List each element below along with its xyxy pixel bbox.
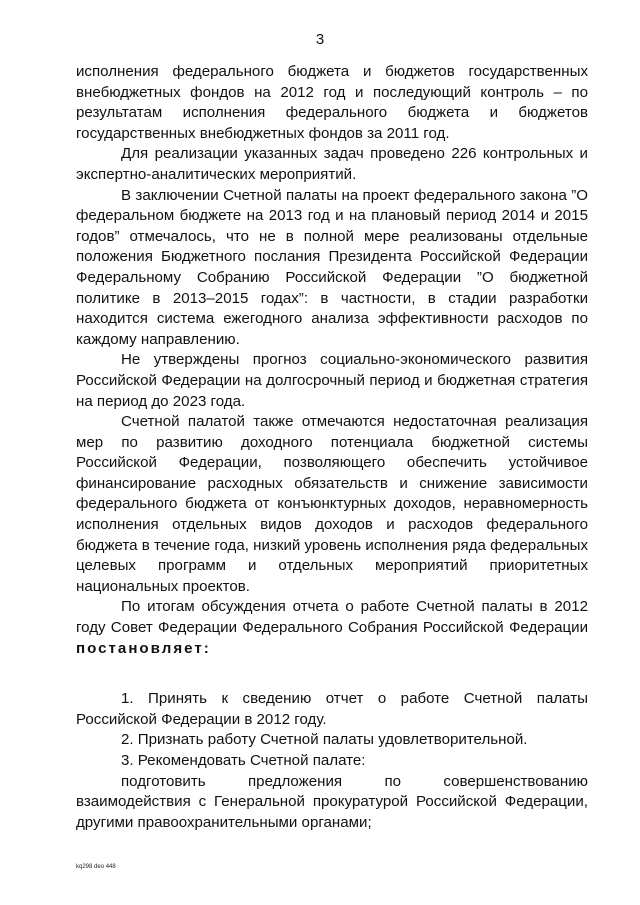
- resolution-intro-text: По итогам обсуждения отчета о работе Счетной палаты в 2012 году Совет Федерации Федерального Собрания Российской Федерации: [76, 598, 588, 637]
- paragraph-continuation: исполнения федерального бюджета и бюджетов государственных внебюджетных фондов на 2012 год и последующий контроль – по результатам исполнения федерального бюджета и бюджетов государственных внебюджетных фондов за 2011 год.: [76, 63, 588, 142]
- footer-code: kq298 deo 448: [76, 864, 116, 870]
- paragraph-shortcomings: Счетной палатой также отмечаются недостаточная реализация мер по развитию доходного потенциала бюджетной системы Российской Федерации, позволяющего обеспечить устойчивое финансирование расходных обязательств и снижение зависимости федерального бюджета от конъюнктурных доходов, неравномерность исполнения отдельных видов доходов и расходов федерального бюджета в течение года, низкий уровень исполнения ряда федеральных целевых программ и отдельных мероприятий приоритетных национальных проектов.: [76, 413, 588, 595]
- paragraph-resolution-intro: [76, 597, 588, 659]
- resolution-keyword: постановляет:: [76, 639, 211, 657]
- resolution-item-3: 3. Рекомендовать Счетной палате:: [121, 752, 366, 769]
- resolution-item-3-sub: подготовить предложения по совершенствованию взаимодействия с Генеральной прокуратурой Российской Федерации, другими правоохранительными органами;: [76, 772, 588, 831]
- paragraph-budget-conclusion: В заключении Счетной палаты на проект федерального закона ”О федеральном бюджете на 2013 год и на плановый период 2014 и 2015 годов” отмечалось, что не в полной мере реализованы отдельные положения Бюджетного послания Президента Российской Федерации Федеральному Собранию Российской Федерации ”О бюджетной политике в 2013–2015 годах”: в частности, в стадии разработки находится система ежегодного анализа эффективности расходов по каждому направлению.: [76, 186, 588, 348]
- document-body: [76, 62, 588, 833]
- resolution-item-1: 1. Принять к сведению отчет о работе Счетной палаты Российской Федерации в 2012 году.: [76, 690, 588, 728]
- paragraph-forecast: Не утверждены прогноз социально-экономического развития Российской Федерации на долгосрочный период и бюджетная стратегия на период до 2023 года.: [76, 351, 588, 410]
- resolution-item-2: 2. Признать работу Счетной палаты удовлетворительной.: [121, 731, 528, 749]
- paragraph-events-count: Для реализации указанных задач проведено 226 контрольных и экспертно-аналитических мероприятий.: [76, 145, 588, 183]
- page-number: 3: [315, 31, 325, 48]
